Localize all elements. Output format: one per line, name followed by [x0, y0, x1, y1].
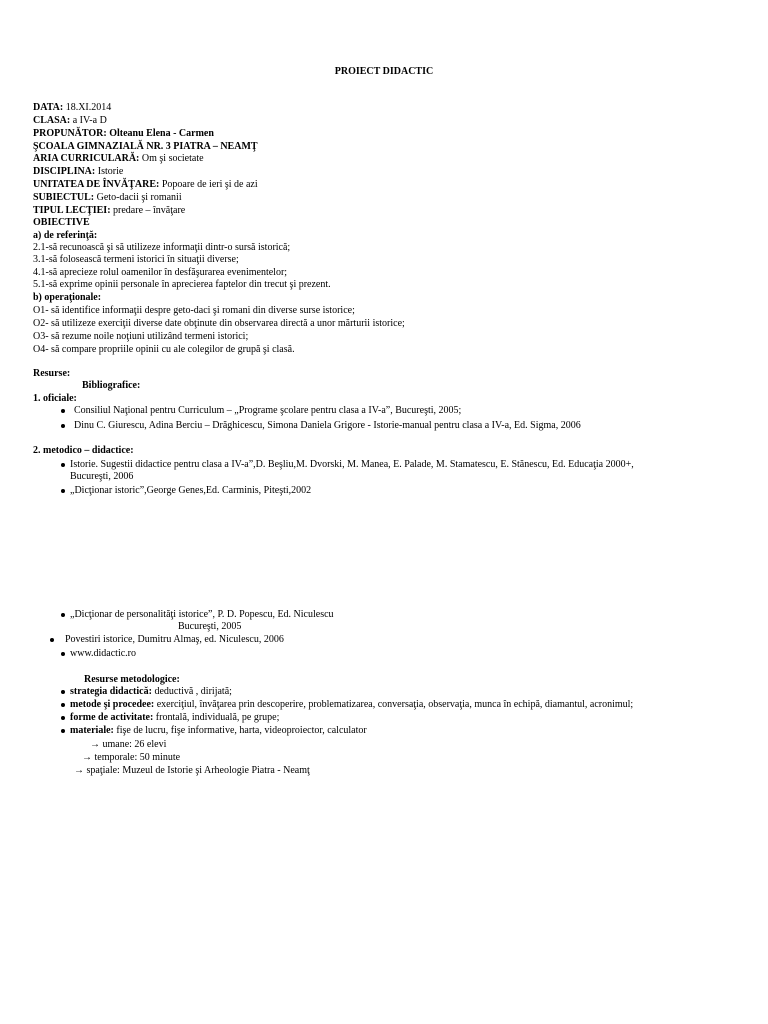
field-curricular-area: ARIA CURRICULARĂ: Om şi societate: [33, 153, 204, 164]
bullet-icon: [50, 638, 54, 642]
methodological-item: forme de activitate: frontală, individuală, pe grupe;: [70, 712, 280, 723]
bullet-icon: [61, 489, 65, 493]
methodological-item: materiale: fişe de lucru, fişe informative, harta, videoproiector, calculator: [70, 725, 367, 736]
document-title: PROIECT DIDACTIC: [334, 66, 434, 77]
resource-human: → umane: 26 elevi: [90, 739, 167, 750]
field-school: ŞCOALA GIMNAZIALĂ NR. 3 PIATRA – NEAMŢ: [33, 141, 258, 152]
field-date: DATA: 18.XI.2014: [33, 102, 112, 113]
bullet-icon: [61, 729, 65, 733]
methodological-item: metode şi procedee: exerciţiul, învăţarea prin descoperire, problematizarea, conversaţia, observaţia, munca în echipă, diamantul, acronimul;: [70, 699, 634, 710]
bibliography-item: Istorie. Sugestii didactice pentru clasa a IV-a”,D. Beşliu,M. Dvorski, M. Manea, E. Palade, M. Stamatescu, E. Stănescu, Ed. Educaţia 2000+,: [70, 459, 634, 470]
official-heading: 1. oficiale:: [33, 393, 77, 404]
reference-objectives-heading: a) de referinţă:: [33, 230, 98, 241]
field-discipline: DISCIPLINA: Istorie: [33, 166, 124, 177]
bibliographic-heading: Bibliografice:: [82, 380, 141, 391]
operational-objectives-heading: b) operaţionale:: [33, 292, 102, 303]
operational-objective: O4- să compare propriile opinii cu ale colegilor de grupă şi clasă.: [33, 344, 295, 355]
bullet-icon: [61, 613, 65, 617]
methodological-item: strategia didactică: deductivă , dirijată;: [70, 686, 232, 697]
bullet-icon: [61, 409, 65, 413]
bibliography-item: www.didactic.ro: [70, 648, 136, 659]
bullet-icon: [61, 716, 65, 720]
bibliography-item: Povestiri istorice, Dumitru Almaş, ed. Niculescu, 2006: [65, 634, 284, 645]
bibliography-item-continuation: Bucureşti, 2006: [70, 471, 134, 482]
methodical-heading: 2. metodico – didactice:: [33, 445, 134, 456]
operational-objective: O3- să rezume noile noţiuni utilizând termeni istorici;: [33, 331, 249, 342]
bullet-icon: [61, 690, 65, 694]
objectives-heading: OBIECTIVE: [33, 217, 90, 228]
methodological-heading: Resurse metodologice:: [84, 674, 180, 685]
bibliography-item: Consiliul Naţional pentru Curriculum – „Programe şcolare pentru clasa a IV-a”, Bucureşti, 2005;: [74, 405, 462, 416]
bibliography-item: „Dicţionar de personalităţi istorice”, P. D. Popescu, Ed. Niculescu: [70, 609, 334, 620]
field-class: CLASA: a IV-a D: [33, 115, 107, 126]
operational-objective: O1- să identifice informaţii despre geto-daci şi romani din diverse surse istorice;: [33, 305, 355, 316]
resource-time: → temporale: 50 minute: [82, 752, 181, 763]
bullet-icon: [61, 652, 65, 656]
field-learning-unit: UNITATEA DE ÎNVĂŢARE: Popoare de ieri şi de azi: [33, 179, 258, 190]
bullet-icon: [61, 424, 65, 428]
reference-objective: 5.1-să exprime opinii personale în aprecierea faptelor din trecut şi prezent.: [33, 279, 331, 290]
bibliography-item: „Dicţionar istoric”,George Genes,Ed. Carminis, Piteşti,2002: [70, 485, 312, 496]
reference-objective: 2.1-să recunoască şi să utilizeze informaţii dintr-o sursă istorică;: [33, 242, 291, 253]
bibliography-item-continuation: Bucureşti, 2005: [178, 621, 242, 632]
bullet-icon: [61, 463, 65, 467]
field-teacher: PROPUNĂTOR: Olteanu Elena - Carmen: [33, 128, 214, 139]
resource-space: → spaţiale: Muzeul de Istorie şi Arheologie Piatra - Neamţ: [74, 765, 310, 776]
resources-heading: Resurse:: [33, 368, 71, 379]
field-lesson-type: TIPUL LECŢIEI: predare – învăţare: [33, 205, 186, 216]
bullet-icon: [61, 703, 65, 707]
reference-objective: 3.1-să folosească termeni istorici în situaţii diverse;: [33, 254, 239, 265]
reference-objective: 4.1-să aprecieze rolul oamenilor în desfăşurarea evenimentelor;: [33, 267, 288, 278]
operational-objective: O2- să utilizeze exerciţii diverse date obţinute din observarea directă a unor mărturii istorice;: [33, 318, 405, 329]
bibliography-item: Dinu C. Giurescu, Adina Berciu – Drăghicescu, Simona Daniela Grigore - Istorie-manual pentru clasa a IV-a, Ed. Sigma, 2006: [74, 420, 581, 431]
field-subject: SUBIECTUL: Geto-dacii şi romanii: [33, 192, 182, 203]
